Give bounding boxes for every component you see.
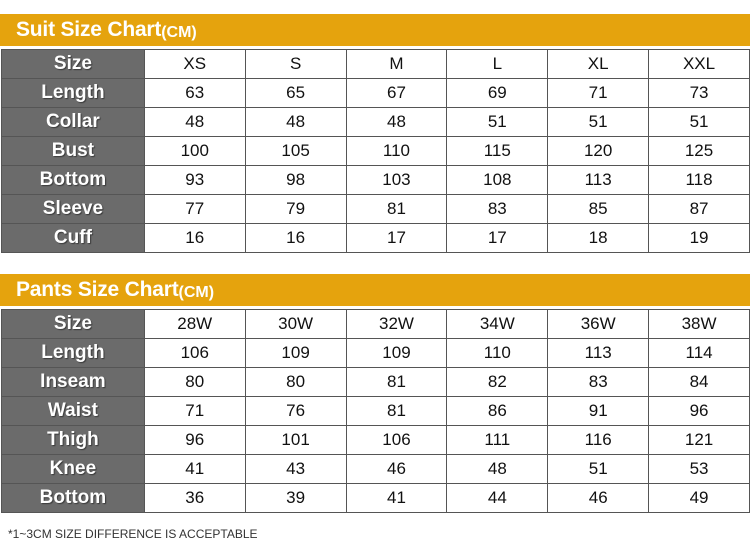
size-value-cell: 16 xyxy=(144,224,245,253)
size-value-cell: 73 xyxy=(649,79,750,108)
size-value-cell: M xyxy=(346,50,447,79)
size-value-cell: 46 xyxy=(346,455,447,484)
size-value-cell: 87 xyxy=(649,195,750,224)
size-value-cell: 86 xyxy=(447,397,548,426)
suit-chart-title: Suit Size Chart xyxy=(16,18,162,41)
size-value-cell: 113 xyxy=(548,339,649,368)
pants-chart-title: Pants Size Chart xyxy=(16,278,179,301)
size-value-cell: 32W xyxy=(346,310,447,339)
size-value-cell: 80 xyxy=(144,368,245,397)
row-label: Bust xyxy=(2,137,145,166)
size-value-cell: 19 xyxy=(649,224,750,253)
size-value-cell: 36 xyxy=(144,484,245,513)
row-label: Sleeve xyxy=(2,195,145,224)
suit-row-length xyxy=(2,79,750,108)
size-value-cell: 109 xyxy=(346,339,447,368)
size-value-cell: 17 xyxy=(346,224,447,253)
size-value-cell: 38W xyxy=(649,310,750,339)
suit-row-bust xyxy=(2,137,750,166)
size-value-cell: XL xyxy=(548,50,649,79)
size-value-cell: 67 xyxy=(346,79,447,108)
pants-row-waist xyxy=(2,397,750,426)
size-value-cell: 110 xyxy=(447,339,548,368)
size-value-cell: 100 xyxy=(144,137,245,166)
size-value-cell: 84 xyxy=(649,368,750,397)
size-value-cell: 101 xyxy=(245,426,346,455)
size-value-cell: 39 xyxy=(245,484,346,513)
size-value-cell: 93 xyxy=(144,166,245,195)
pants-row-knee xyxy=(2,455,750,484)
size-value-cell: 41 xyxy=(144,455,245,484)
size-value-cell: 65 xyxy=(245,79,346,108)
size-value-cell: 71 xyxy=(548,79,649,108)
row-label: Bottom xyxy=(2,484,145,513)
size-value-cell: 49 xyxy=(649,484,750,513)
size-value-cell: 63 xyxy=(144,79,245,108)
size-value-cell: S xyxy=(245,50,346,79)
size-value-cell: 81 xyxy=(346,397,447,426)
size-value-cell: 81 xyxy=(346,368,447,397)
size-value-cell: 34W xyxy=(447,310,548,339)
size-value-cell: 43 xyxy=(245,455,346,484)
size-value-cell: 118 xyxy=(649,166,750,195)
suit-row-cuff xyxy=(2,224,750,253)
size-value-cell: 106 xyxy=(144,339,245,368)
suit-chart-banner xyxy=(0,14,750,46)
size-value-cell: 46 xyxy=(548,484,649,513)
size-value-cell: 69 xyxy=(447,79,548,108)
row-label: Bottom xyxy=(2,166,145,195)
pants-row-length xyxy=(2,339,750,368)
size-value-cell: 85 xyxy=(548,195,649,224)
size-value-cell: 81 xyxy=(346,195,447,224)
size-value-cell: 103 xyxy=(346,166,447,195)
size-value-cell: 106 xyxy=(346,426,447,455)
size-value-cell: 83 xyxy=(447,195,548,224)
suit-row-bottom xyxy=(2,166,750,195)
size-value-cell: 113 xyxy=(548,166,649,195)
suit-chart-unit: (CM) xyxy=(161,23,197,41)
suit-row-sleeve xyxy=(2,195,750,224)
suit-row-collar xyxy=(2,108,750,137)
size-value-cell: XXL xyxy=(649,50,750,79)
size-value-cell: 17 xyxy=(447,224,548,253)
size-value-cell: 114 xyxy=(649,339,750,368)
size-value-cell: 51 xyxy=(447,108,548,137)
suit-size-table xyxy=(1,49,750,253)
size-value-cell: 51 xyxy=(548,455,649,484)
size-value-cell: 48 xyxy=(346,108,447,137)
pants-row-bottom xyxy=(2,484,750,513)
size-value-cell: 30W xyxy=(245,310,346,339)
size-value-cell: 79 xyxy=(245,195,346,224)
pants-row-thigh xyxy=(2,426,750,455)
size-value-cell: 116 xyxy=(548,426,649,455)
size-value-cell: 51 xyxy=(548,108,649,137)
size-value-cell: 28W xyxy=(144,310,245,339)
pants-chart-banner xyxy=(0,274,750,306)
size-value-cell: 98 xyxy=(245,166,346,195)
size-value-cell: 105 xyxy=(245,137,346,166)
size-value-cell: 48 xyxy=(447,455,548,484)
size-value-cell: 80 xyxy=(245,368,346,397)
row-label: Thigh xyxy=(2,426,145,455)
size-value-cell: 51 xyxy=(649,108,750,137)
pants-size-table xyxy=(1,309,750,513)
pants-chart-unit: (CM) xyxy=(178,283,215,301)
row-label: Waist xyxy=(2,397,145,426)
size-value-cell: 109 xyxy=(245,339,346,368)
size-value-cell: 96 xyxy=(649,397,750,426)
size-value-cell: 18 xyxy=(548,224,649,253)
size-value-cell: 83 xyxy=(548,368,649,397)
size-value-cell: 120 xyxy=(548,137,649,166)
row-label: Length xyxy=(2,339,145,368)
size-value-cell: 36W xyxy=(548,310,649,339)
row-label: Cuff xyxy=(2,224,145,253)
size-value-cell: 115 xyxy=(447,137,548,166)
footnote: *1~3CM SIZE DIFFERENCE IS ACCEPTABLE xyxy=(8,527,258,541)
pants-row-size xyxy=(2,310,750,339)
size-value-cell: 44 xyxy=(447,484,548,513)
row-label: Size xyxy=(2,50,145,79)
size-value-cell: XS xyxy=(144,50,245,79)
size-value-cell: 48 xyxy=(144,108,245,137)
size-value-cell: L xyxy=(447,50,548,79)
size-value-cell: 96 xyxy=(144,426,245,455)
size-value-cell: 108 xyxy=(447,166,548,195)
row-label: Inseam xyxy=(2,368,145,397)
pants-row-inseam xyxy=(2,368,750,397)
size-value-cell: 91 xyxy=(548,397,649,426)
size-value-cell: 121 xyxy=(649,426,750,455)
size-value-cell: 76 xyxy=(245,397,346,426)
size-value-cell: 41 xyxy=(346,484,447,513)
row-label: Knee xyxy=(2,455,145,484)
size-value-cell: 71 xyxy=(144,397,245,426)
size-value-cell: 77 xyxy=(144,195,245,224)
size-value-cell: 82 xyxy=(447,368,548,397)
row-label: Collar xyxy=(2,108,145,137)
size-value-cell: 16 xyxy=(245,224,346,253)
suit-row-size xyxy=(2,50,750,79)
size-value-cell: 111 xyxy=(447,426,548,455)
size-value-cell: 110 xyxy=(346,137,447,166)
row-label: Size xyxy=(2,310,145,339)
size-value-cell: 48 xyxy=(245,108,346,137)
row-label: Length xyxy=(2,79,145,108)
size-value-cell: 125 xyxy=(649,137,750,166)
size-value-cell: 53 xyxy=(649,455,750,484)
